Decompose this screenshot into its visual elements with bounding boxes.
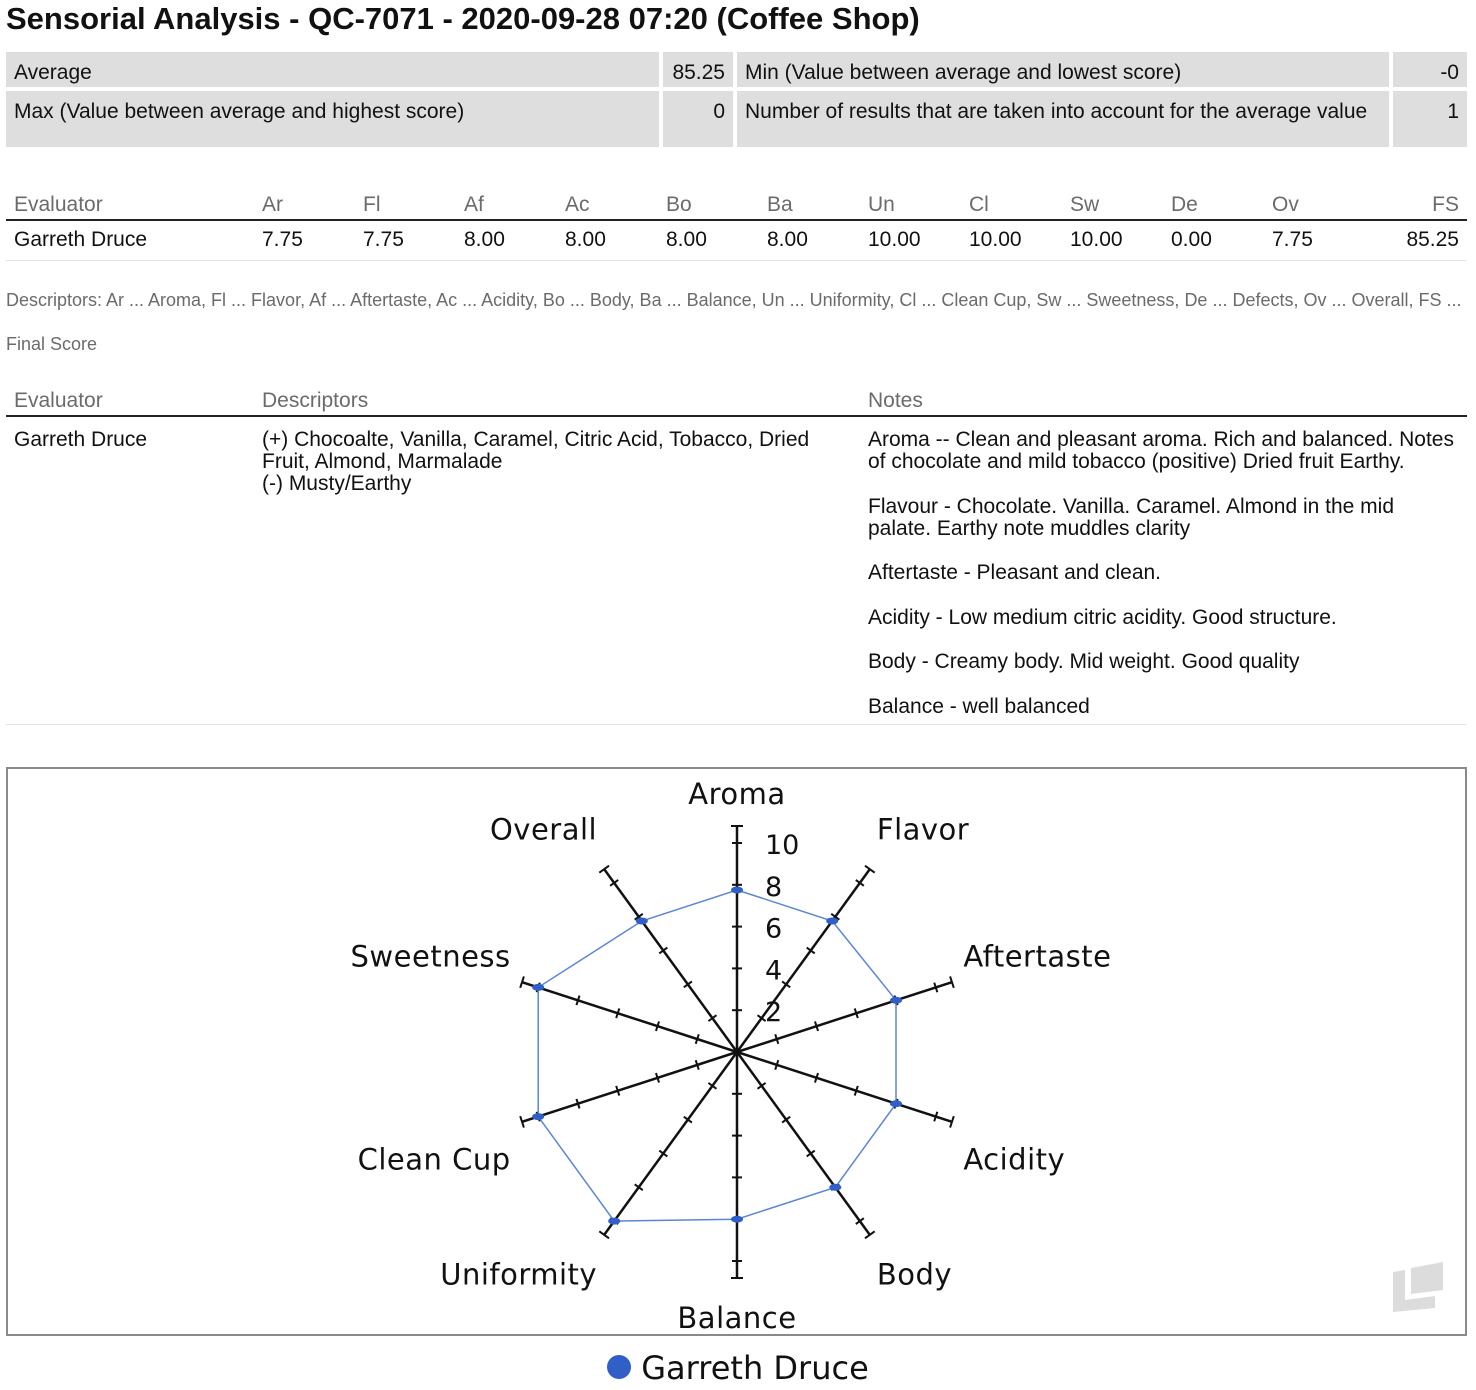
radar-axis-label: Clean Cup <box>357 1142 511 1177</box>
score-cell: 10.00 <box>860 220 961 260</box>
radar-tick-label: 2 <box>765 997 783 1029</box>
scores-header-row <box>6 186 1467 220</box>
summary-table <box>6 52 1467 151</box>
count-label: Number of results that are taken into account for the average value <box>737 91 1393 151</box>
legend-marker-icon <box>607 1355 631 1379</box>
radar-axis-label: Acidity <box>963 1142 1066 1177</box>
note-paragraph: Balance - well balanced <box>868 694 1090 718</box>
notes-header-row <box>6 382 1467 416</box>
radar-data-point <box>890 1100 902 1107</box>
radar-axis-label: Aftertaste <box>963 939 1112 974</box>
radar-series-line <box>538 890 896 1221</box>
min-label: Min (Value between average and lowest score) <box>737 52 1393 91</box>
scores-header-cell: Ov <box>1264 186 1365 220</box>
scores-header-cell: De <box>1163 186 1264 220</box>
radar-axis-label: Balance <box>677 1301 797 1334</box>
watermark-logo-icon <box>1391 1260 1445 1312</box>
scores-header-cell: Ba <box>759 186 860 220</box>
radar-axis-label: Aroma <box>688 777 786 811</box>
radar-tick-label: 10 <box>765 830 800 861</box>
scores-header-cell: Ac <box>557 186 658 220</box>
notes-header-evaluator: Evaluator <box>6 382 254 416</box>
note-paragraph: Aftertaste - Pleasant and clean. <box>868 561 1162 584</box>
average-label: Average <box>6 52 663 91</box>
scores-header-cell: Sw <box>1062 186 1163 220</box>
radar-tick-label: 8 <box>765 871 783 903</box>
scores-row <box>6 220 1467 260</box>
scores-header-cell: Bo <box>658 186 759 220</box>
scores-header-cell: Af <box>456 186 557 220</box>
note-paragraph: Aroma -- Clean and pleasant aroma. Rich and balanced. Notes of chocolate and mild tobacco (positive) Dried fruit Earthy. <box>868 428 1454 473</box>
radar-data-point <box>829 1184 841 1191</box>
score-cell: 0.00 <box>1163 220 1264 260</box>
radar-data-point <box>532 984 544 991</box>
radar-axis-line <box>522 982 737 1052</box>
score-cell: 7.75 <box>254 220 355 260</box>
descriptors-negative: (-) Musty/Earthy <box>262 472 412 495</box>
radar-axis-label: Overall <box>489 812 598 847</box>
radar-data-point <box>826 918 838 925</box>
radar-axis-end <box>599 866 609 873</box>
radar-axis-line <box>737 1052 870 1235</box>
radar-tick-label: 6 <box>765 913 783 945</box>
radar-chart-panel <box>6 767 1467 1336</box>
average-value: 85.25 <box>663 52 737 91</box>
radar-tick-label: 4 <box>765 955 783 987</box>
score-cell: 8.00 <box>456 220 557 260</box>
radar-chart <box>8 769 1465 1334</box>
scores-header-cell: Fl <box>355 186 456 220</box>
score-cell: 85.25 <box>1365 220 1467 260</box>
radar-axis-label: Sweetness <box>350 939 511 974</box>
radar-data-point <box>608 1218 620 1225</box>
radar-data-point <box>636 918 648 925</box>
note-paragraph: Acidity - Low medium citric acidity. Good structure. <box>868 605 1337 629</box>
max-value: 0 <box>663 91 737 151</box>
radar-axis-label: Body <box>876 1257 953 1292</box>
score-cell: 7.75 <box>1264 220 1365 260</box>
note-paragraph: Flavour - Chocolate. Vanilla. Caramel. Almond in the mid palate. Earthy note muddles clarity <box>868 494 1395 540</box>
min-value: -0 <box>1393 52 1467 91</box>
scores-header-cell: Un <box>860 186 961 220</box>
notes-row <box>6 416 1467 724</box>
radar-data-point <box>731 887 743 894</box>
notes-header-descriptors: Descriptors <box>254 382 860 416</box>
chart-legend <box>0 1346 1476 1390</box>
scores-header-cell: Cl <box>961 186 1062 220</box>
score-cell: 8.00 <box>557 220 658 260</box>
count-value: 1 <box>1393 91 1467 151</box>
score-cell: 8.00 <box>658 220 759 260</box>
notes-table <box>6 382 1467 725</box>
score-cell: 7.75 <box>355 220 456 260</box>
score-cell: 10.00 <box>961 220 1062 260</box>
radar-axis-end <box>865 866 875 873</box>
score-cell: 10.00 <box>1062 220 1163 260</box>
legend-series-name: Garreth Druce <box>641 1349 869 1387</box>
descriptors-cell <box>254 416 860 724</box>
notes-cell <box>860 416 1467 724</box>
radar-data-point <box>890 997 902 1004</box>
scores-header-cell: Evaluator <box>6 186 254 220</box>
radar-data-point <box>532 1113 544 1120</box>
radar-axis-line <box>737 1052 952 1122</box>
score-cell: Garreth Druce <box>6 220 254 260</box>
max-label: Max (Value between average and highest score) <box>6 91 663 151</box>
radar-axis-line <box>522 1052 737 1122</box>
notes-evaluator: Garreth Druce <box>6 416 254 724</box>
descriptor-legend: Descriptors: Ar ... Aroma, Fl ... Flavor, Af ... Aftertaste, Ac ... Acidity, Bo ... Body, Ba ... Balance, Un ... Uniformity, Cl ... Clean Cup, Sw ... Sweetness, De ... Defects, Ov ... Overall, FS ... Final Score <box>6 290 1462 354</box>
radar-axis-end <box>865 1231 875 1238</box>
note-paragraph: Body - Creamy body. Mid weight. Good quality <box>868 650 1300 673</box>
radar-data-point <box>731 1216 743 1223</box>
radar-axis-label: Flavor <box>876 812 970 847</box>
radar-axis-end <box>599 1231 609 1238</box>
radar-axis-line <box>604 1052 737 1235</box>
scores-header-cell: FS <box>1365 186 1467 220</box>
scores-header-cell: Ar <box>254 186 355 220</box>
radar-axis-label: Uniformity <box>440 1257 598 1292</box>
report-title: Sensorial Analysis - QC-7071 - 2020-09-28 07:20 (Coffee Shop) <box>6 1 920 36</box>
scores-table <box>6 186 1467 261</box>
notes-header-notes: Notes <box>860 382 1467 416</box>
score-cell: 8.00 <box>759 220 860 260</box>
descriptors-positive: (+) Chocoalte, Vanilla, Caramel, Citric Acid, Tobacco, Dried Fruit, Almond, Marmalade <box>262 428 810 473</box>
